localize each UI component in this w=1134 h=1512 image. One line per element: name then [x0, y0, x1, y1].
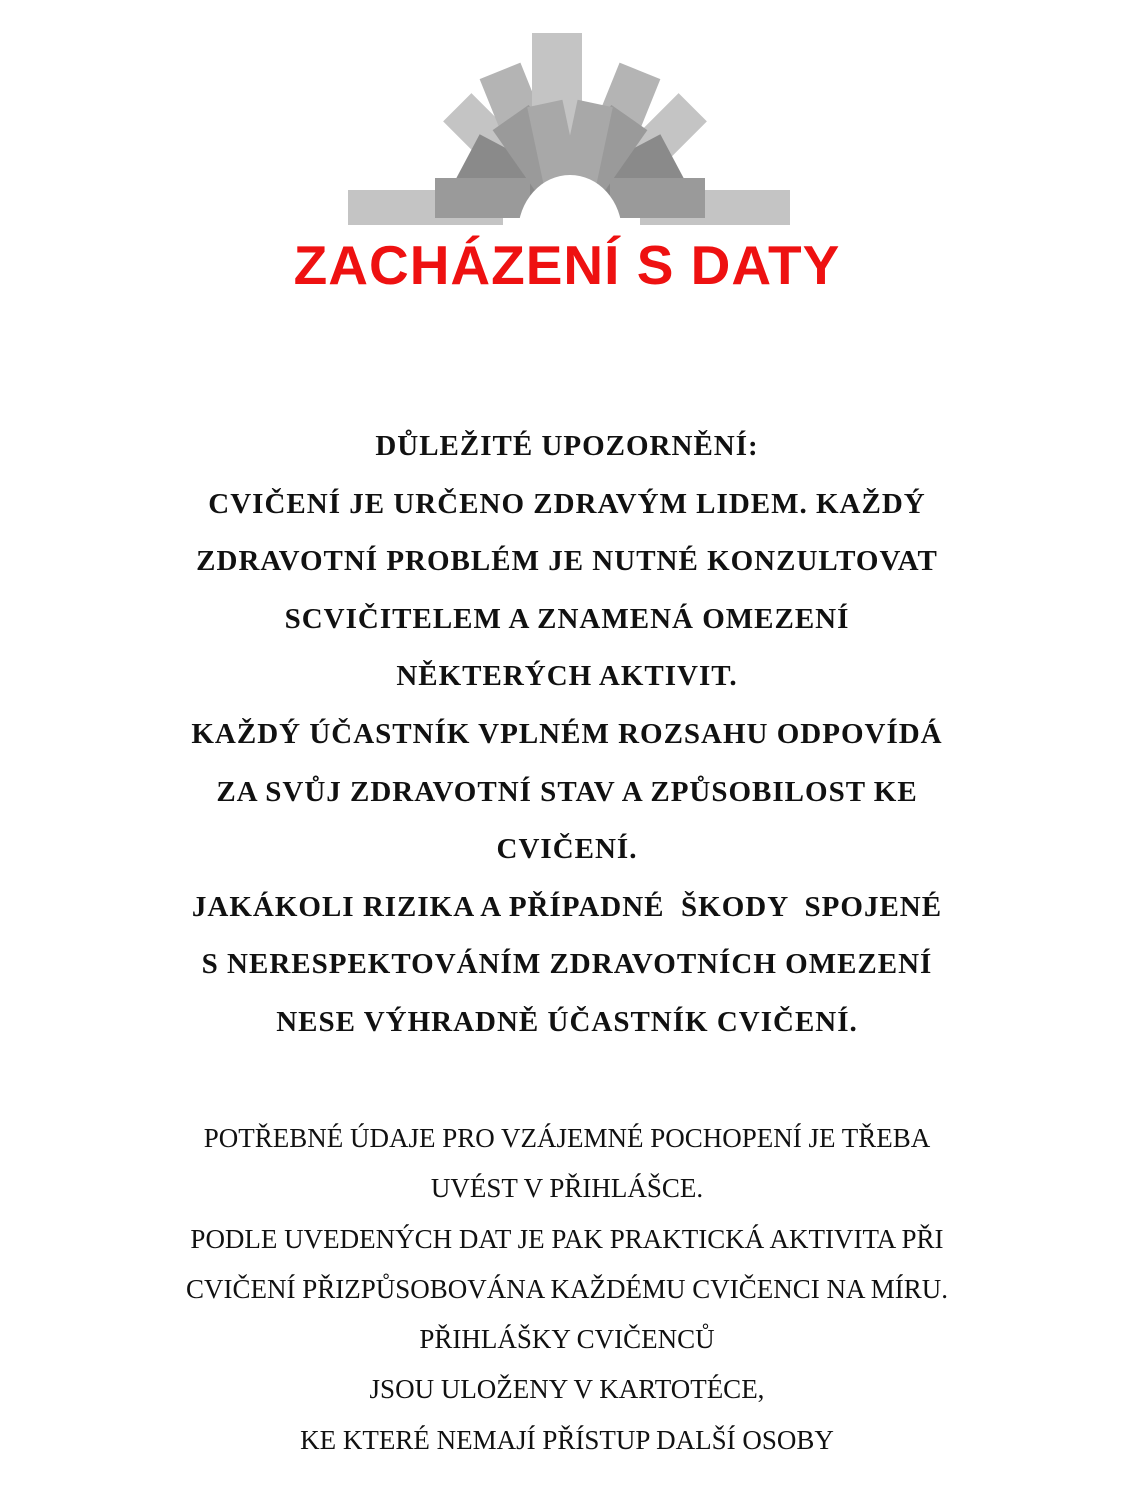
warning-line: S NERESPEKTOVÁNÍM ZDRAVOTNÍCH OMEZENÍ: [201, 948, 933, 981]
warning-line: NĚKTERÝCH AKTIVIT.: [396, 660, 738, 693]
warning-line: CVIČENÍ.: [496, 833, 638, 866]
info-line: CVIČENÍ PŘIZPŮSOBOVÁNA KAŽDÉMU CVIČENCI NA MÍRU.: [185, 1273, 949, 1304]
info-line: PODLE UVEDENÝCH DAT JE PAK PRAKTICKÁ AKTIVITA PŘI: [190, 1223, 944, 1254]
warning-line: SCVIČITELEM A ZNAMENÁ OMEZENÍ: [284, 602, 850, 635]
warning-line: CVIČENÍ JE URČENO ZDRAVÝM LIDEM. KAŽDÝ: [208, 487, 926, 520]
warning-line: NESE VÝHRADNĚ ÚČASTNÍK CVIČENÍ.: [276, 1005, 858, 1038]
warning-line: JAKÁKOLI RIZIKA A PŘÍPADNÉ ŠKODY SPOJENÉ: [191, 890, 943, 923]
info-line: JSOU ULOŽENY V KARTOTÉCE,: [369, 1374, 765, 1405]
data-handling-info-block: [100, 1113, 1034, 1465]
warning-heading: DŮLEŽITÉ UPOZORNĚNÍ:: [375, 430, 759, 462]
info-line: UVÉST V PŘIHLÁŠCE.: [430, 1173, 704, 1204]
logo-rays: [348, 33, 790, 233]
warning-line: ZDRAVOTNÍ PROBLÉM JE NUTNÉ KONZULTOVAT: [196, 545, 938, 578]
health-warning-block: [100, 418, 1034, 1052]
page-title: ZACHÁZENÍ S DATY: [293, 234, 841, 296]
info-line: PŘIHLÁŠKY CVIČENCŮ: [419, 1324, 715, 1355]
warning-line: ZA SVŮJ ZDRAVOTNÍ STAV A ZPŮSOBILOST KE: [216, 775, 918, 808]
info-line: POTŘEBNÉ ÚDAJE PRO VZÁJEMNÉ POCHOPENÍ JE TŘEBA: [203, 1123, 931, 1153]
warning-line: KAŽDÝ ÚČASTNÍK VPLNÉM ROZSAHU ODPOVÍDÁ: [191, 717, 943, 750]
sunburst-logo-icon: [340, 28, 800, 233]
info-line: KE KTERÉ NEMAJÍ PŘÍSTUP DALŠÍ OSOBY: [300, 1424, 834, 1455]
